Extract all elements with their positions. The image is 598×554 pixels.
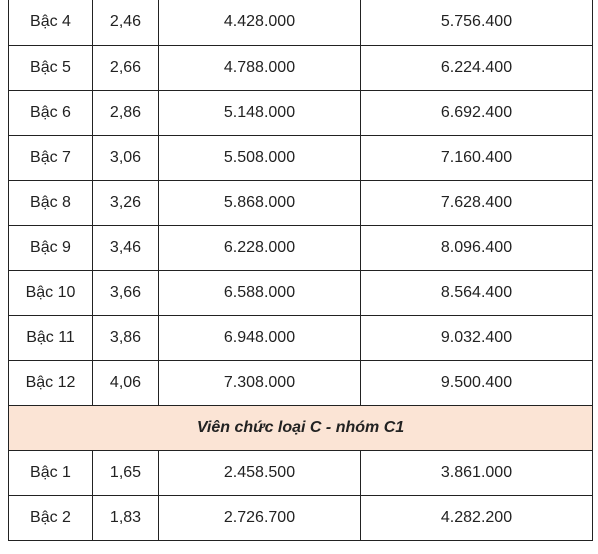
coefficient-cell: 3,86 <box>93 315 159 360</box>
salary-base-cell: 6.948.000 <box>159 315 361 360</box>
salary-base-cell: 2.726.700 <box>159 495 361 540</box>
table-row <box>9 360 593 405</box>
salary-new-cell: 3.861.000 <box>361 450 593 495</box>
coefficient-cell: 1,83 <box>93 495 159 540</box>
salary-base-cell: 6.228.000 <box>159 225 361 270</box>
salary-base-cell: 4.788.000 <box>159 45 361 90</box>
table-row <box>9 180 593 225</box>
table-row <box>9 450 593 495</box>
salary-base-cell: 4.428.000 <box>159 0 361 45</box>
table-row <box>9 90 593 135</box>
coefficient-cell: 2,66 <box>93 45 159 90</box>
grade-cell: Bậc 5 <box>9 45 93 90</box>
grade-cell: Bậc 8 <box>9 180 93 225</box>
salary-new-cell: 9.500.400 <box>361 360 593 405</box>
grade-cell: Bậc 6 <box>9 90 93 135</box>
coefficient-cell: 3,46 <box>93 225 159 270</box>
coefficient-cell: 4,06 <box>93 360 159 405</box>
salary-new-cell: 8.564.400 <box>361 270 593 315</box>
coefficient-cell: 3,06 <box>93 135 159 180</box>
coefficient-cell: 2,46 <box>93 0 159 45</box>
salary-base-cell: 5.508.000 <box>159 135 361 180</box>
grade-cell: Bậc 10 <box>9 270 93 315</box>
table-row <box>9 135 593 180</box>
salary-base-cell: 7.308.000 <box>159 360 361 405</box>
salary-new-cell: 6.224.400 <box>361 45 593 90</box>
grade-cell: Bậc 11 <box>9 315 93 360</box>
salary-new-cell: 9.032.400 <box>361 315 593 360</box>
table-row <box>9 315 593 360</box>
salary-base-cell: 2.458.500 <box>159 450 361 495</box>
grade-cell: Bậc 12 <box>9 360 93 405</box>
table-row <box>9 45 593 90</box>
salary-new-cell: 8.096.400 <box>361 225 593 270</box>
table-row <box>9 495 593 540</box>
coefficient-cell: 2,86 <box>93 90 159 135</box>
grade-cell: Bậc 2 <box>9 495 93 540</box>
grade-cell: Bậc 1 <box>9 450 93 495</box>
salary-new-cell: 6.692.400 <box>361 90 593 135</box>
salary-base-cell: 5.868.000 <box>159 180 361 225</box>
grade-cell: Bậc 9 <box>9 225 93 270</box>
coefficient-cell: 3,26 <box>93 180 159 225</box>
table-row <box>9 225 593 270</box>
salary-new-cell: 4.282.200 <box>361 495 593 540</box>
group-heading: Viên chức loại C - nhóm C1 <box>9 405 593 450</box>
grade-cell: Bậc 4 <box>9 0 93 45</box>
salary-new-cell: 5.756.400 <box>361 0 593 45</box>
group-heading-row <box>9 405 593 450</box>
grade-cell: Bậc 7 <box>9 135 93 180</box>
salary-base-cell: 6.588.000 <box>159 270 361 315</box>
salary-new-cell: 7.628.400 <box>361 180 593 225</box>
salary-base-cell: 5.148.000 <box>159 90 361 135</box>
table-row <box>9 270 593 315</box>
salary-table <box>8 0 593 541</box>
salary-new-cell: 7.160.400 <box>361 135 593 180</box>
coefficient-cell: 1,65 <box>93 450 159 495</box>
coefficient-cell: 3,66 <box>93 270 159 315</box>
table-row <box>9 0 593 45</box>
